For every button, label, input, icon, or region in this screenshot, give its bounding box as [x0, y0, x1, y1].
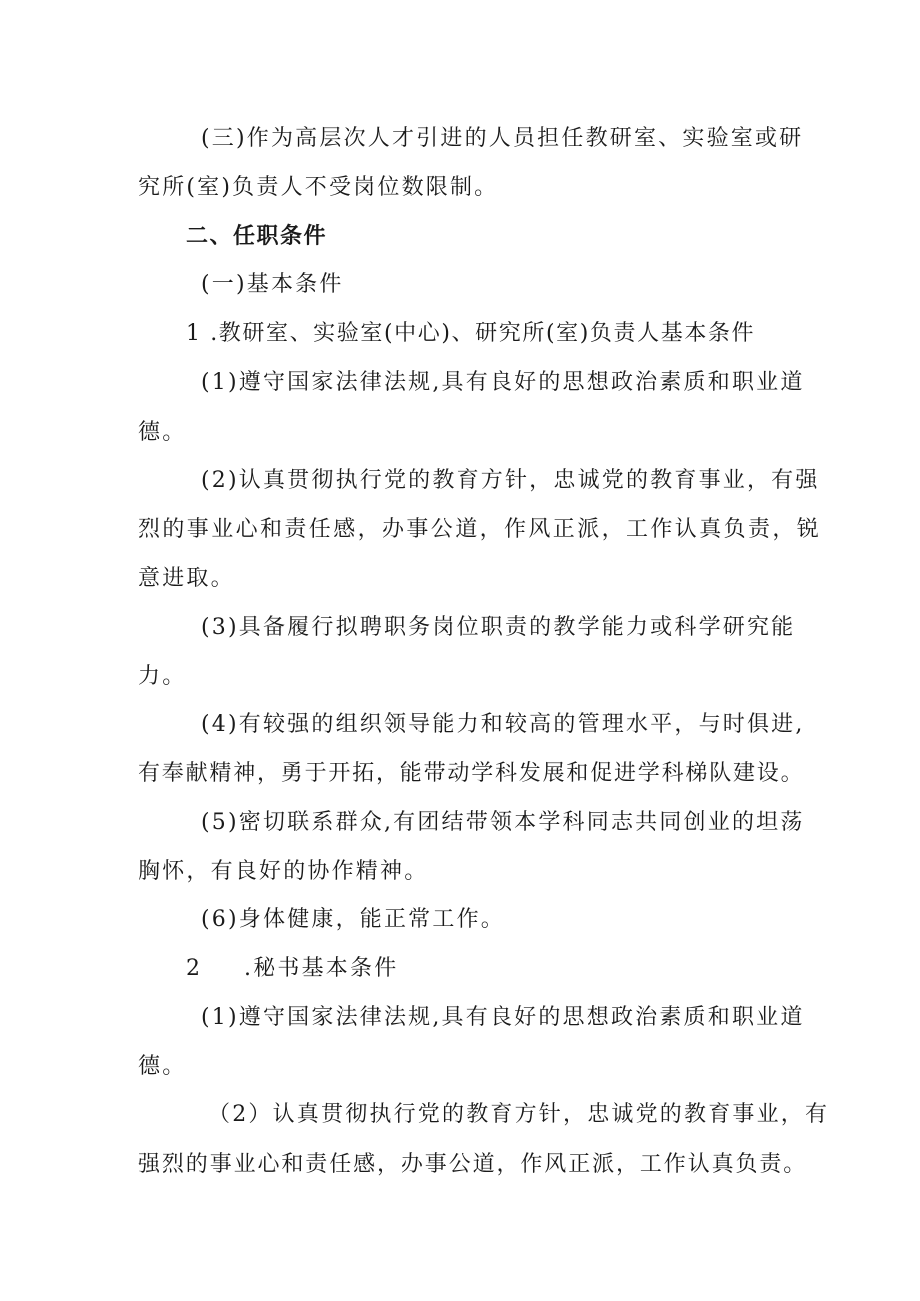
- paragraph-line: (三)作为高层次人才引进的人员担任教研室、实验室或研: [201, 126, 804, 151]
- subsection-heading: (一)基本条件: [201, 272, 344, 297]
- paragraph-line: 力。: [138, 664, 187, 689]
- section-heading: 二、任职条件: [186, 224, 328, 249]
- paragraph-line: （2）认真贯彻执行党的教育方针，忠诚党的教育事业，有: [208, 1102, 830, 1127]
- paragraph-line: (5)密切联系群众,有团结带领本学科同志共同创业的坦荡: [201, 810, 805, 835]
- item-number: 2: [186, 956, 203, 981]
- paragraph-line: (2)认真贯彻执行党的教育方针，忠诚党的教育事业，有强: [201, 468, 820, 493]
- paragraph-line: (1)遵守国家法律法规,具有良好的思想政治素质和职业道: [201, 370, 805, 395]
- paragraph-line: (6)身体健康，能正常工作。: [201, 907, 505, 932]
- paragraph-line: 强烈的事业心和责任感，办事公道，作风正派，工作认真负责。: [138, 1152, 808, 1177]
- paragraph-line: 烈的事业心和责任感，办事公道，作风正派，工作认真负责，锐: [138, 517, 822, 542]
- paragraph-line: (1)遵守国家法律法规,具有良好的思想政治素质和职业道: [201, 1005, 805, 1030]
- paragraph-line: (4)有较强的组织领导能力和较高的管理水平，与时俱进,: [201, 712, 805, 737]
- paragraph-line: 胸怀，有良好的协作精神。: [138, 859, 429, 884]
- paragraph-line: 究所(室)负责人不受岗位数限制。: [138, 175, 499, 200]
- paragraph-line: 德。: [138, 1054, 187, 1079]
- item-heading: 1 .教研室、实验室(中心)、研究所(室)负责人基本条件: [186, 321, 756, 346]
- paragraph-line: 意进取。: [138, 566, 235, 591]
- paragraph-line: 有奉献精神，勇于开拓，能带动学科发展和促进学科梯队建设。: [138, 761, 805, 786]
- paragraph-line: 德。: [138, 420, 187, 445]
- item-heading: .秘书基本条件: [244, 956, 399, 981]
- paragraph-line: (3)具备履行拟聘职务岗位职责的教学能力或科学研究能: [201, 615, 796, 640]
